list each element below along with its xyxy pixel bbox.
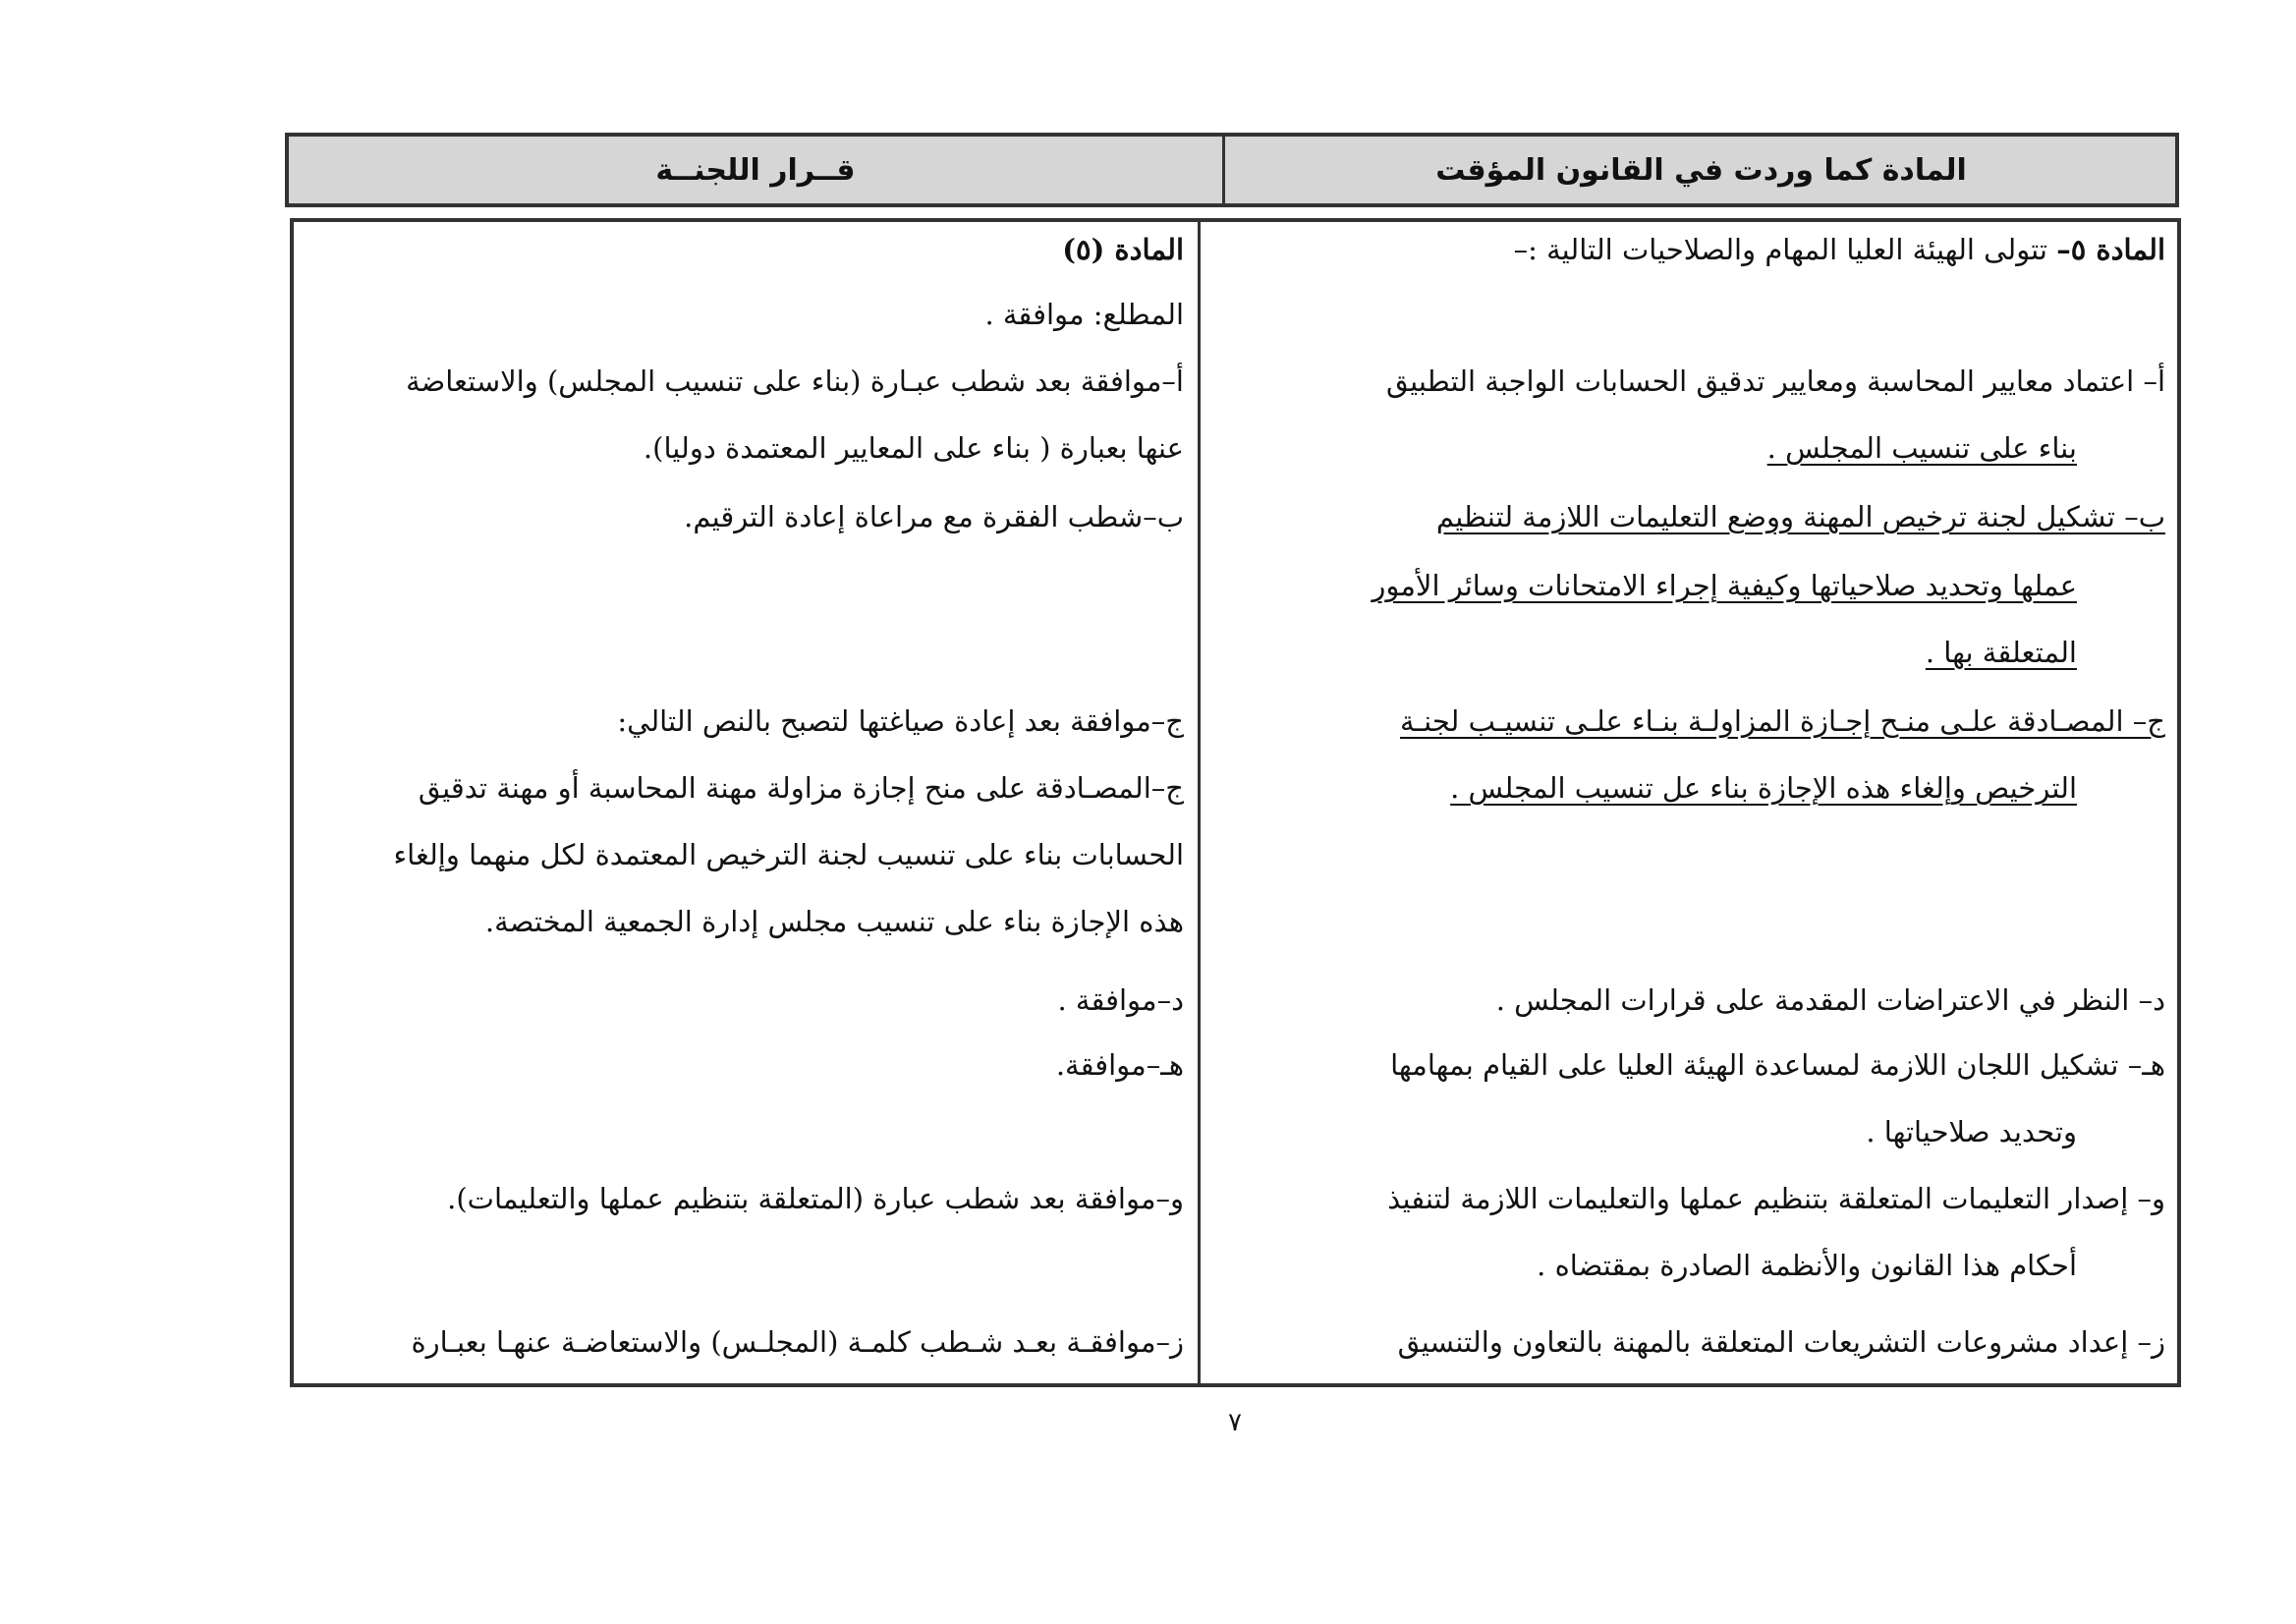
law-item-a-line1: أ– اعتماد معايير المحاسبة ومعايير تدقيق الحسابات الواجبة التطبيق <box>1385 364 2165 398</box>
decision-item-c-line1: ج–موافقة بعد إعادة صياغتها لتصبح بالنص التالي: <box>617 704 1184 738</box>
article-label: المادة ٥– <box>2056 233 2165 266</box>
decision-item-c-line4: هذه الإجازة بناء على تنسيب مجلس إدارة الجمعية المختصة. <box>484 905 1184 938</box>
decision-preamble: المطلع: موافقة . <box>984 298 1184 331</box>
header-committee-decision: قــرار اللجنــة <box>655 152 856 188</box>
decision-item-a-line2: عنها بعبارة ( بناء على المعايير المعتمدة دوليا). <box>643 431 1184 465</box>
decision-item-b: ب–شطب الفقرة مع مراعاة إعادة الترقيم. <box>684 500 1184 533</box>
law-item-d: د– النظر في الاعتراضات المقدمة على قرارات المجلس . <box>1495 983 2165 1017</box>
decision-item-f: و–موافقة بعد شطب عبارة (المتعلقة بتنظيم عملها والتعليمات). <box>447 1182 1184 1215</box>
decision-item-d: د–موافقة . <box>1057 983 1184 1017</box>
law-item-c-line1: ج– المصـادقة علـى منـح إجـازة المزاولـة بنـاء علـى تنسيـب لجنـة <box>1400 704 2165 738</box>
column-divider <box>1198 222 1201 1383</box>
law-item-b-line3: المتعلقة بها . <box>1925 636 2077 669</box>
law-item-e-line2: وتحديد صلاحياتها . <box>1866 1115 2077 1148</box>
original-law-column <box>1203 222 2175 1383</box>
committee-decision-column <box>294 222 1196 1383</box>
comparison-table <box>290 218 2181 1387</box>
article-intro-text: تتولى الهيئة العليا المهام والصلاحيات التالية :– <box>1513 233 2047 266</box>
decision-item-c-line2: ج–المصـادقة على منح إجازة مزاولة مهنة المحاسبة أو مهنة تدقيق <box>418 771 1184 805</box>
decision-item-e: هـ–موافقة. <box>1055 1048 1184 1082</box>
law-item-b-line2: عملها وتحديد صلاحياتها وكيفية إجراء الامتحانات وسائر الأمور <box>1372 569 2077 602</box>
decision-item-g-line1: ز–موافقـة بعـد شـطب كلمـة (المجلـس) والاستعاضـة عنهـا بعبـارة <box>411 1325 1184 1359</box>
law-item-a-line2: بناء على تنسيب المجلس . <box>1766 431 2077 465</box>
law-item-c-line2: الترخيص وإلغاء هذه الإجازة بناء عل تنسيب المجلس . <box>1450 771 2077 805</box>
decision-item-c-line3: الحسابات بناء على تنسيب لجنة الترخيص المعتمدة لكل منهما وإلغاء <box>393 838 1184 871</box>
law-item-g-line1: ز– إعداد مشروعات التشريعات المتعلقة بالمهنة بالتعاون والتنسيق <box>1397 1325 2165 1359</box>
law-item-e-line1: هـ– تشكيل اللجان اللازمة لمساعدة الهيئة العليا على القيام بمهامها <box>1390 1048 2165 1082</box>
law-item-b-line1: ب– تشكيل لجنة ترخيص المهنة ووضع التعليمات اللازمة لتنظيم <box>1435 500 2165 533</box>
header-divider <box>1222 137 1225 203</box>
decision-title: المادة (٥) <box>1062 233 1184 266</box>
article-intro <box>1514 230 2165 269</box>
decision-item-a-line1: أ–موافقة بعد شطب عبـارة (بناء على تنسيب المجلس) والاستعاضة <box>406 364 1184 398</box>
law-item-f-line1: و– إصدار التعليمات المتعلقة بتنظيم عملها والتعليمات اللازمة لتنفيذ <box>1387 1182 2165 1215</box>
law-item-f-line2: أحكام هذا القانون والأنظمة الصادرة بمقتضاه . <box>1537 1249 2077 1282</box>
header-original-article: المادة كما وردت في القانون المؤقت <box>1435 152 1967 188</box>
page-number: ٧ <box>1228 1408 1242 1437</box>
table-header <box>285 133 2179 207</box>
